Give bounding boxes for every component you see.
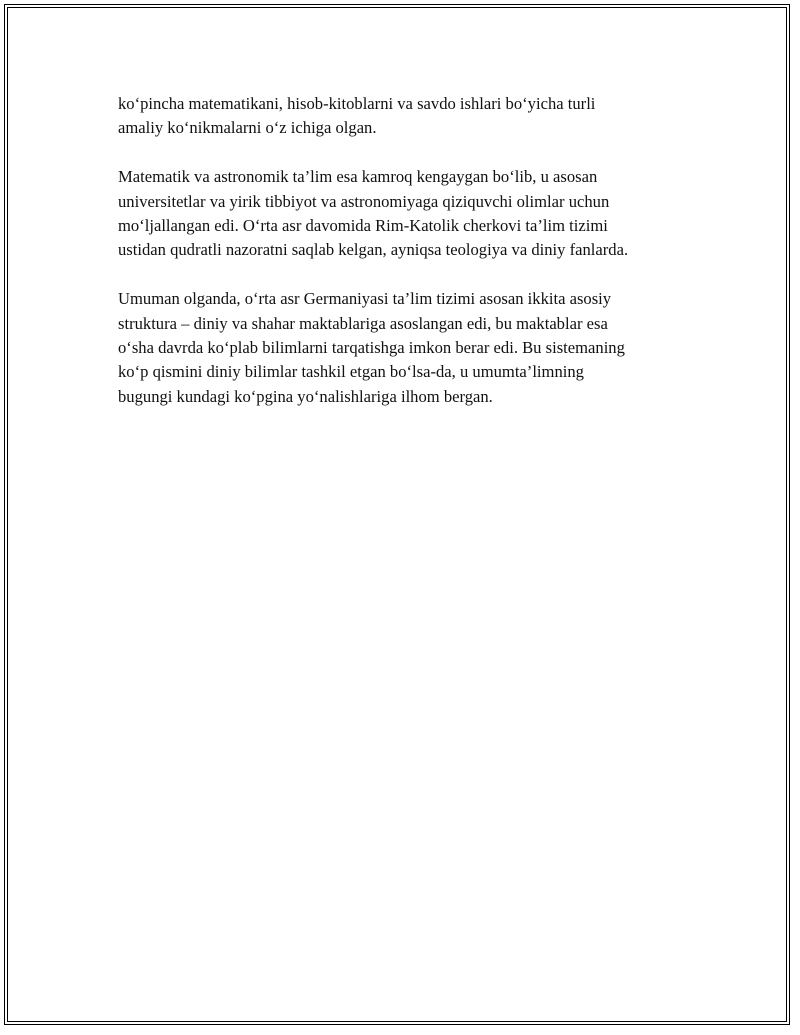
text-line: amaliy ko‘nikmalarni o‘z ichiga olgan. bbox=[118, 118, 377, 138]
text-line: o‘sha davrda ko‘plab bilimlarni tarqatishga imkon berar edi. Bu sistemaning bbox=[118, 338, 625, 358]
text-line: struktura – diniy va shahar maktablariga asoslangan edi, bu maktablar esa bbox=[118, 313, 608, 333]
paragraph-2 bbox=[118, 165, 698, 263]
text-line: Umuman olganda, o‘rta asr Germaniyasi ta’lim tizimi asosan ikkita asosiy bbox=[118, 289, 612, 309]
text-line: universitetlar va yirik tibbiyot va astronomiyaga qiziquvchi olimlar uchun bbox=[118, 191, 610, 211]
text-line: Matematik va astronomik ta’lim esa kamroq kengaygan bo‘lib, u asosan bbox=[118, 167, 598, 187]
text-line: mo‘ljallangan edi. O‘rta asr davomida Rim-Katolik cherkovi ta’lim tizimi bbox=[118, 216, 608, 236]
text-line: ustidan qudratli nazoratni saqlab kelgan, ayniqsa teologiya va diniy fanlarda. bbox=[118, 240, 629, 260]
document-body bbox=[118, 92, 698, 434]
paragraph-1 bbox=[118, 92, 698, 141]
text-line: ko‘p qismini diniy bilimlar tashkil etgan bo‘lsa-da, u umumta’limning bbox=[118, 362, 584, 382]
text-line: ko‘pincha matematikani, hisob-kitoblarni va savdo ishlari bo‘yicha turli bbox=[118, 94, 596, 113]
text-line: bugungi kundagi ko‘pgina yo‘nalishlariga ilhom bergan. bbox=[118, 386, 493, 406]
paragraph-3 bbox=[118, 287, 698, 409]
